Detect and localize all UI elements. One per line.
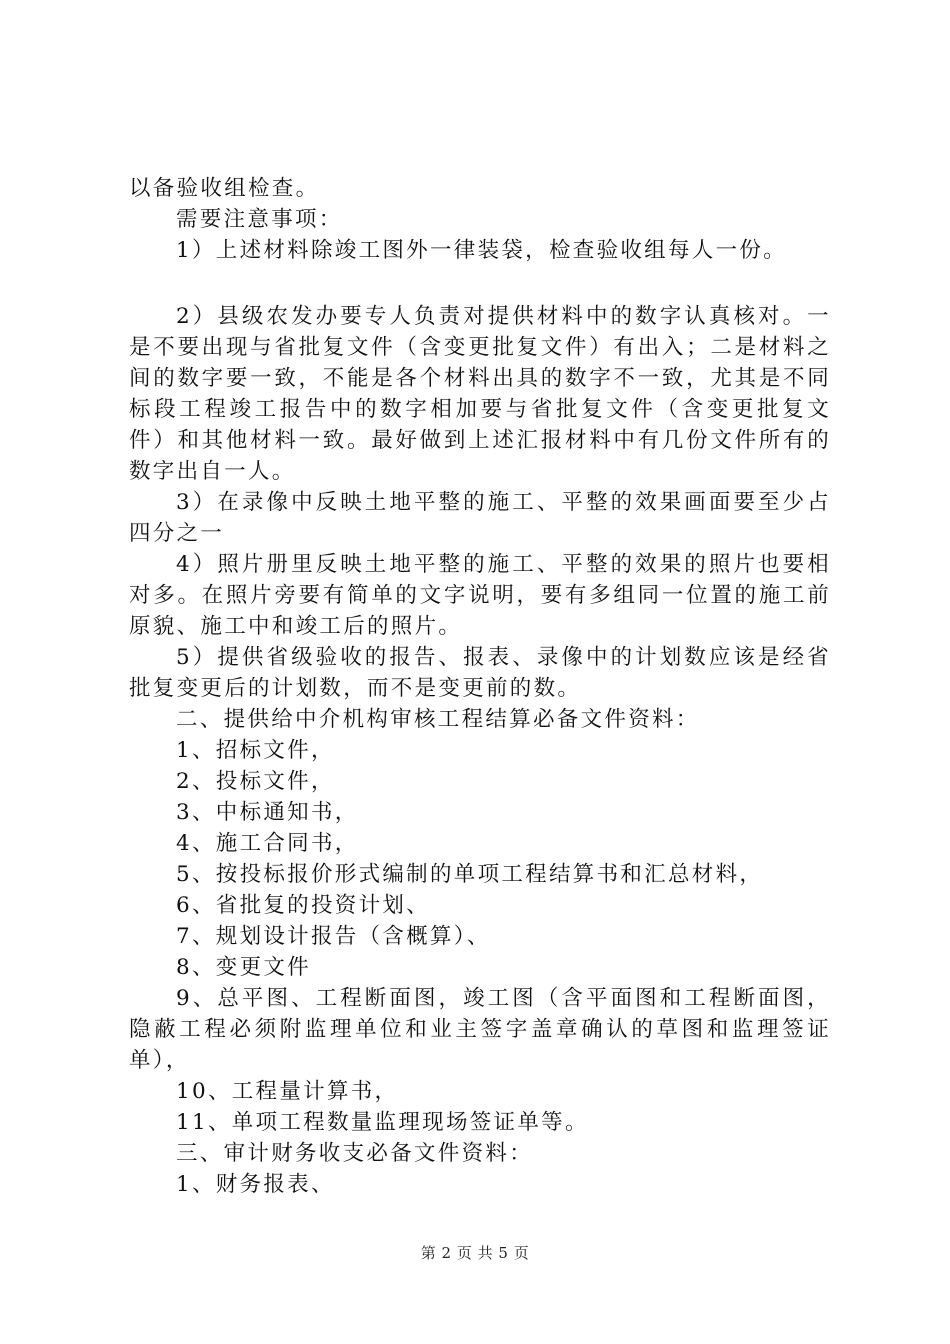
section-2-item: 8、变更文件 xyxy=(176,955,311,980)
section-2-item: 9、总平图、工程断面图，竣工图（含平面图和工程断面图，隐蔽工程必须附监理单位和业主签字盖章确认的草图和监理签证单）， xyxy=(129,986,831,1073)
note-2: 2）县级农发办要专人负责对提供材料中的数字认真核对。一是不要出现与省批复文件（含变更批复文件）有出入；二是材料之间的数字要一致，不能是各个材料出具的数字不一致，尤其是不同标段工程竣工报告中的数字相加要与省批复文件（含变更批复文件）和其他材料一致。最好做到上述汇报材料中有几份文件所有的数字出自一人。 xyxy=(129,304,831,484)
section-2-item: 1、招标文件， xyxy=(176,738,335,763)
section-2-heading: 二、提供给中介机构审核工程结算必备文件资料： xyxy=(176,707,700,732)
document-body xyxy=(129,173,831,1200)
continuation-text: 以备验收组检查。 xyxy=(129,176,320,201)
section-2-item: 5、按投标报价形式编制的单项工程结算书和汇总材料， xyxy=(176,862,764,887)
section-3-heading: 三、审计财务收支必备文件资料： xyxy=(176,1141,534,1166)
section-2-item: 3、中标通知书， xyxy=(176,800,359,825)
note-1: 1）上述材料除竣工图外一律装袋，检查验收组每人一份。 xyxy=(176,238,787,263)
section-2-item: 10、工程量计算书， xyxy=(176,1079,399,1104)
note-5: 5）提供省级验收的报告、报表、录像中的计划数应该是经省批复变更后的计划数，而不是变更前的数。 xyxy=(129,645,831,701)
section-2-item: 2、投标文件， xyxy=(176,769,335,794)
section-2-item: 4、施工合同书， xyxy=(176,831,359,856)
page-footer: 第 2 页 共 5 页 xyxy=(420,1244,530,1262)
notes-heading: 需要注意事项： xyxy=(176,207,343,232)
note-4: 4）照片册里反映土地平整的施工、平整的效果的照片也要相对多。在照片旁要有简单的文字说明，要有多组同一位置的施工前原貌、施工中和竣工后的照片。 xyxy=(129,552,831,639)
section-3-item: 1、财务报表、 xyxy=(176,1172,335,1197)
section-2-item: 11、单项工程数量监理现场签证单等。 xyxy=(176,1110,589,1135)
section-2-item: 7、规划设计报告（含概算）、 xyxy=(176,924,491,949)
spacer xyxy=(129,266,831,301)
note-3: 3）在录像中反映土地平整的施工、平整的效果画面要至少占四分之一 xyxy=(129,490,831,546)
section-2-item: 6、省批复的投资计划、 xyxy=(176,893,430,918)
